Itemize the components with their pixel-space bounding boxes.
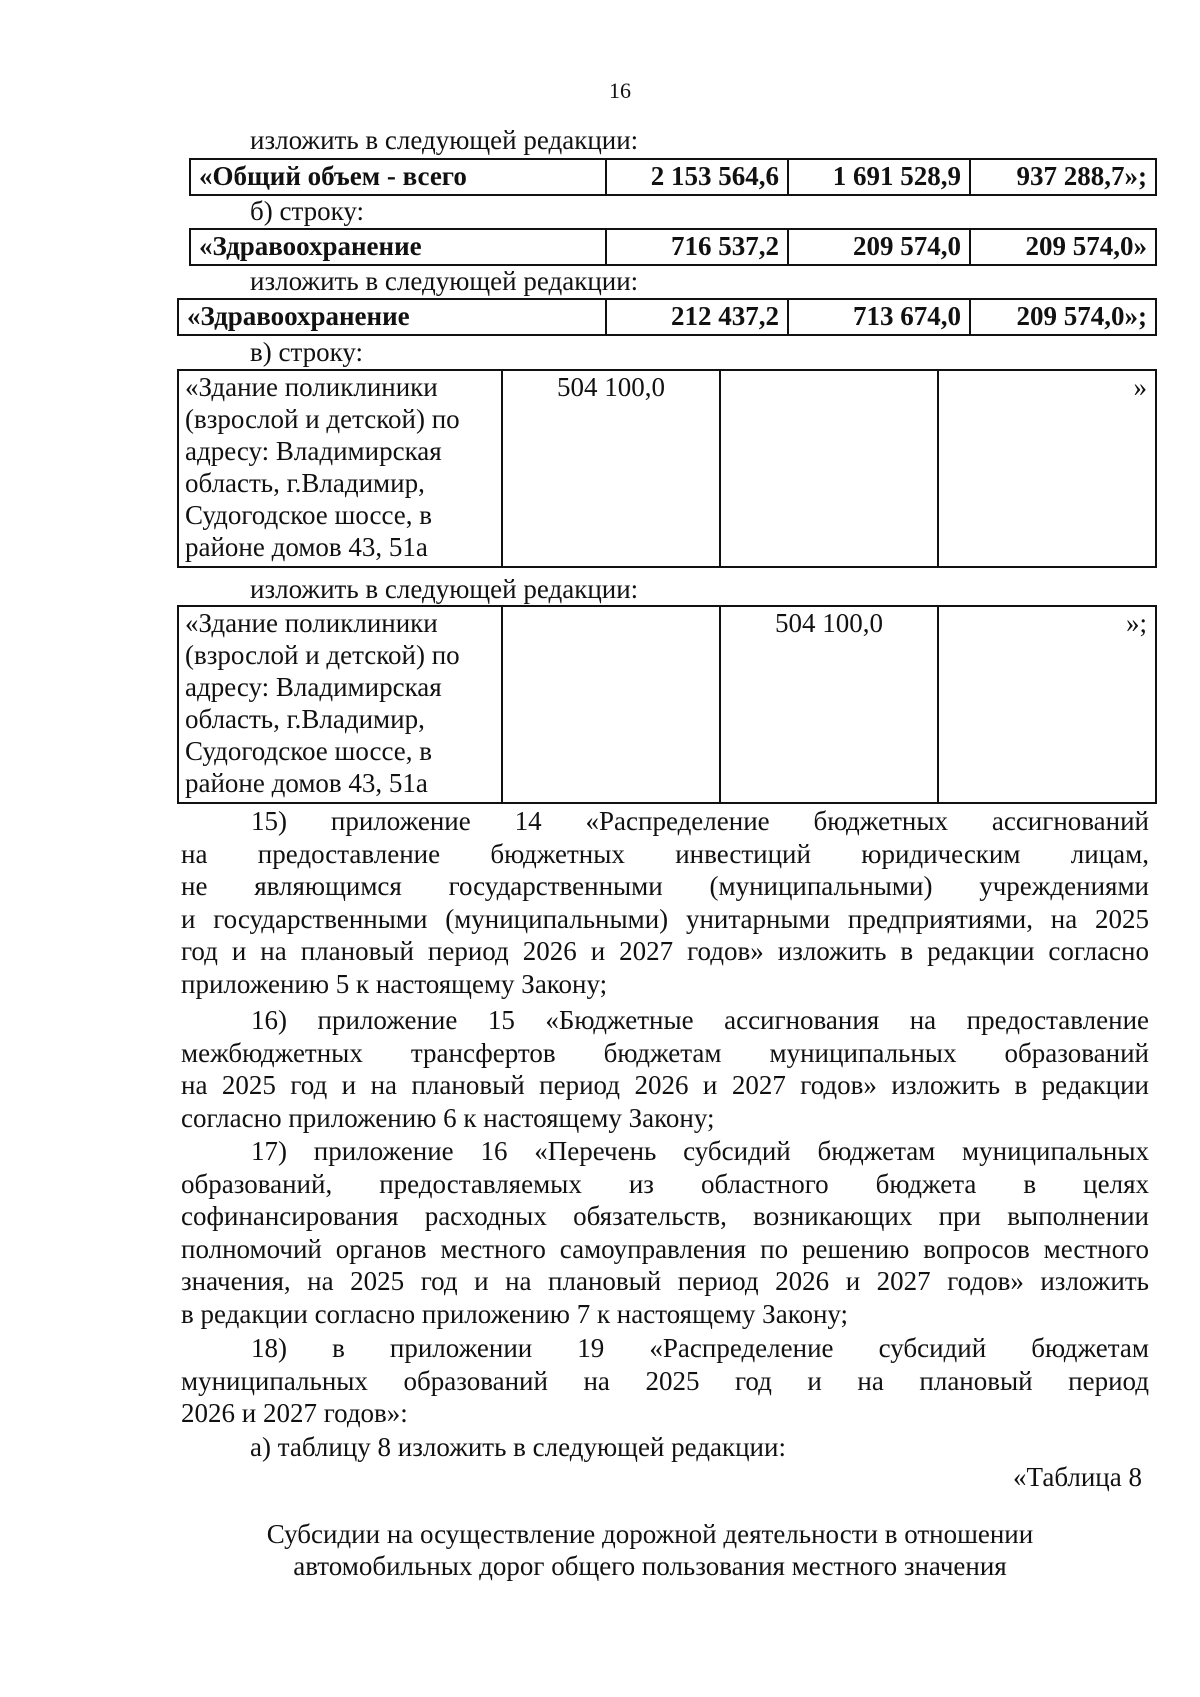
value-cell: 713 674,0 xyxy=(788,299,970,335)
intro-text-1: изложить в следующей редакции: xyxy=(250,125,639,155)
object-name-line: (взрослой и детской) по xyxy=(185,640,460,670)
value-cell: 2 153 564,6 xyxy=(606,159,788,195)
value-cell: »; xyxy=(938,606,1156,803)
paragraph-line: 15) приложение 14 «Распределение бюджетных ассигнований xyxy=(251,806,1149,836)
value-cell: 504 100,0 xyxy=(502,370,720,567)
paragraph-line: приложению 5 к настоящему Закону; xyxy=(181,968,608,999)
value-cell: 212 437,2 xyxy=(606,299,788,335)
object-name-line: «Здание поликлиники xyxy=(185,608,438,638)
object-name-line: область, г.Владимир, xyxy=(185,704,425,734)
paragraph-line: значения, на 2025 год и на плановый период 2026 и 2027 годов» изложить xyxy=(181,1266,1149,1296)
paragraph-line: 16) приложение 15 «Бюджетные ассигнования на предоставление xyxy=(251,1005,1149,1035)
page-number: 16 xyxy=(609,78,631,103)
object-name-line: область, г.Владимир, xyxy=(185,468,425,498)
paragraph-15 xyxy=(181,805,1149,1000)
table-health-old xyxy=(189,228,1157,266)
heading-line: автомобильных дорог общего пользования местного значения xyxy=(293,1551,1007,1581)
paragraph-16 xyxy=(181,1004,1149,1134)
paragraph-line: межбюджетных трансфертов бюджетам муниципальных образований xyxy=(181,1037,1149,1068)
table-clinic-old xyxy=(177,369,1157,568)
object-name-cell xyxy=(178,370,502,567)
paragraph-line: не являющимся государственными (муниципальными) учреждениями xyxy=(181,871,1149,901)
value-cell xyxy=(720,370,938,567)
value-cell: 716 537,2 xyxy=(606,229,788,265)
object-name-line: Судогодское шоссе, в xyxy=(185,500,433,530)
table-row xyxy=(178,299,1156,335)
paragraph-line: софинансирования расходных обязательств, возникающих при выполнении xyxy=(181,1201,1149,1231)
row-label: «Здравоохранение xyxy=(190,229,606,265)
table-row xyxy=(178,606,1156,803)
object-name-line: (взрослой и детской) по xyxy=(185,404,460,434)
table-8-label: «Таблица 8 xyxy=(1013,1462,1142,1492)
table-health-new xyxy=(177,298,1157,336)
object-name-line: адресу: Владимирская xyxy=(185,436,442,466)
paragraph-line: образований, предоставляемых из областного бюджета в целях xyxy=(181,1168,1149,1199)
value-cell xyxy=(502,606,720,803)
object-name-line: «Здание поликлиники xyxy=(185,372,438,402)
paragraph-line: в редакции согласно приложению 7 к настоящему Закону; xyxy=(181,1298,849,1329)
paragraph-line: 2026 и 2027 годов»: xyxy=(181,1398,408,1428)
value-cell: 209 574,0 xyxy=(788,229,970,265)
paragraph-line: согласно приложению 6 к настоящему Закону; xyxy=(181,1102,715,1133)
value-cell: » xyxy=(938,370,1156,567)
intro-text-2: изложить в следующей редакции: xyxy=(250,266,639,296)
paragraph-line: муниципальных образований на 2025 год и на плановый период xyxy=(181,1365,1149,1396)
row-label: «Общий объем - всего xyxy=(190,159,606,195)
intro-text-3: изложить в следующей редакции: xyxy=(250,574,639,604)
paragraph-18 xyxy=(181,1332,1149,1430)
value-cell: 1 691 528,9 xyxy=(788,159,970,195)
object-name-line: районе домов 43, 51а xyxy=(185,768,428,798)
paragraph-line: 17) приложение 16 «Перечень субсидий бюджетам муниципальных xyxy=(251,1136,1149,1166)
object-name-line: Судогодское шоссе, в xyxy=(185,736,433,766)
object-name-line: районе домов 43, 51а xyxy=(185,532,428,562)
row-label: «Здравоохранение xyxy=(178,299,606,335)
paragraph-17 xyxy=(181,1135,1149,1330)
intro-text-v: в) строку: xyxy=(250,337,363,367)
table-clinic-new xyxy=(177,605,1157,804)
paragraph-line: год и на плановый период 2026 и 2027 годов» изложить в редакции согласно xyxy=(181,936,1149,966)
value-cell: 209 574,0»; xyxy=(970,299,1156,335)
object-name-cell xyxy=(178,606,502,803)
paragraph-line: полномочий органов местного самоуправления по решению вопросов местного xyxy=(181,1233,1149,1264)
heading-line: Субсидии на осуществление дорожной деятельности в отношении xyxy=(266,1519,1034,1549)
paragraph-line: на 2025 год и на плановый период 2026 и 2027 годов» изложить в редакции xyxy=(181,1070,1149,1100)
table-row xyxy=(190,159,1156,195)
table-row xyxy=(190,229,1156,265)
object-name-line: адресу: Владимирская xyxy=(185,672,442,702)
paragraph-line: и государственными (муниципальными) унитарными предприятиями, на 2025 xyxy=(181,903,1149,934)
intro-text-b: б) строку: xyxy=(250,196,364,226)
paragraph-line: 18) в приложении 19 «Распределение субсидий бюджетам xyxy=(251,1333,1149,1363)
item-a-text: а) таблицу 8 изложить в следующей редакции: xyxy=(250,1432,786,1462)
table-8-heading xyxy=(240,1518,1060,1582)
value-cell: 937 288,7»; xyxy=(970,159,1156,195)
paragraph-line: на предоставление бюджетных инвестиций юридическим лицам, xyxy=(181,838,1149,869)
table-total xyxy=(189,158,1157,196)
table-row xyxy=(178,370,1156,567)
value-cell: 209 574,0» xyxy=(970,229,1156,265)
value-cell: 504 100,0 xyxy=(720,606,938,803)
